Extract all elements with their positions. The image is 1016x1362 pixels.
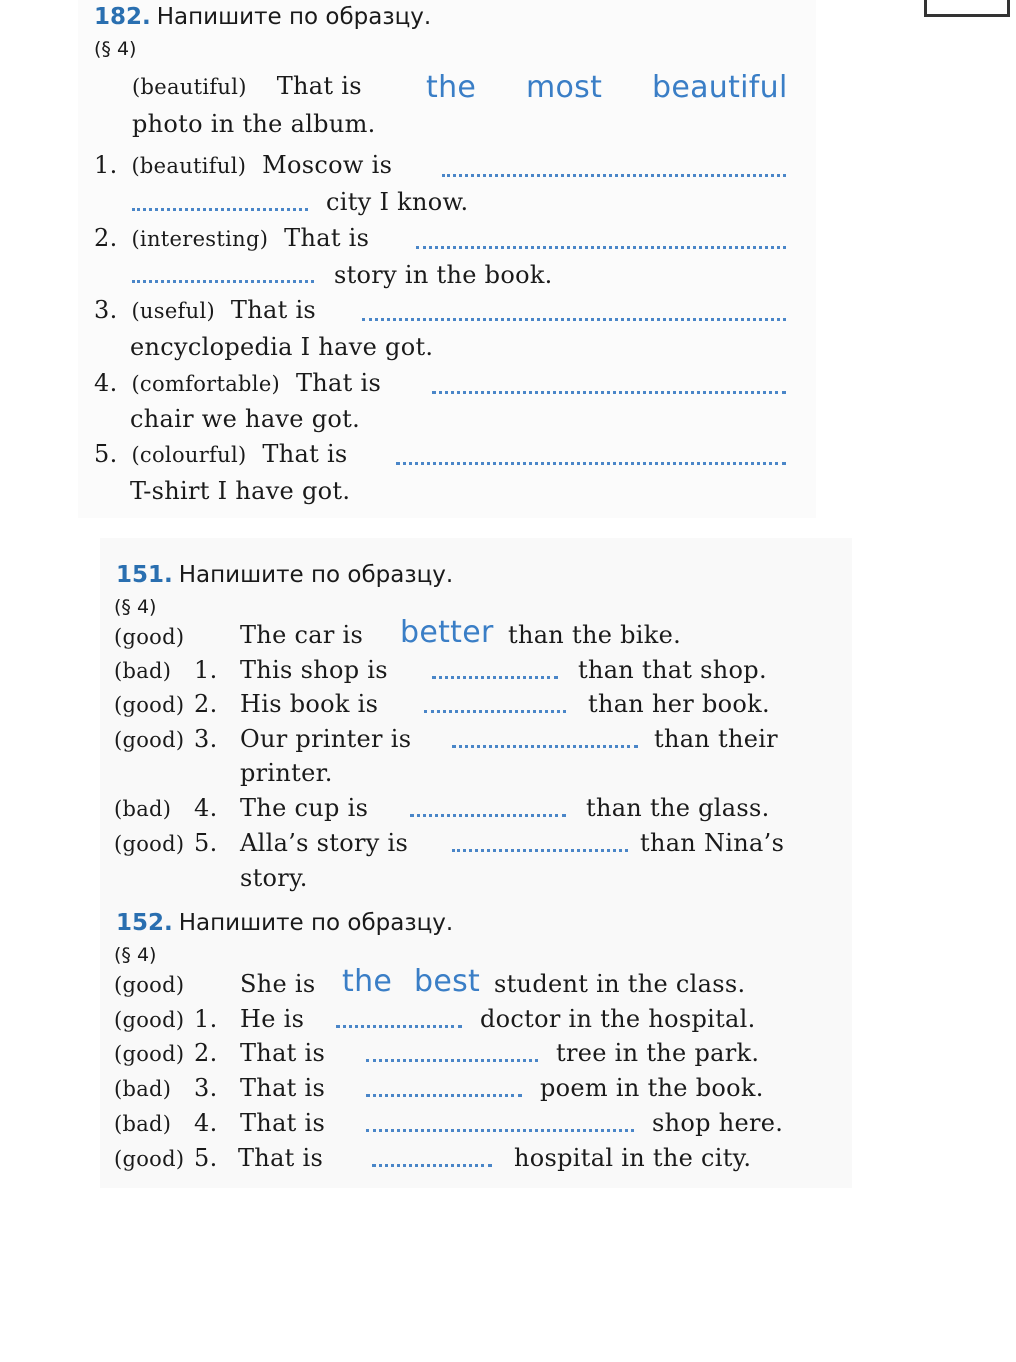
- hint: (good): [114, 1008, 185, 1032]
- answer-blank[interactable]: [366, 1129, 634, 1132]
- answer-blank[interactable]: [132, 280, 314, 283]
- sentence-start: Moscow is: [262, 151, 393, 179]
- sentence-end: shop here.: [652, 1109, 784, 1137]
- item-number: 1.: [94, 151, 118, 179]
- answer-blank[interactable]: [366, 1059, 538, 1062]
- exercise-title: Напишите по образцу.: [178, 562, 454, 588]
- exercise-182-heading: [94, 4, 431, 30]
- sentence-start: His book is: [240, 690, 379, 718]
- sentence-end: doctor in the hospital.: [480, 1005, 756, 1033]
- sentence-end: city I know.: [326, 188, 469, 216]
- item-number: 4.: [194, 1109, 218, 1137]
- sentence-start: The cup is: [240, 794, 369, 822]
- sentence-end: student in the class.: [494, 970, 746, 998]
- exercise-title: Напишите по образцу.: [156, 4, 432, 30]
- sentence-start: That is: [240, 1109, 326, 1137]
- sentence-start: That is: [284, 224, 370, 252]
- sentence-end: than her book.: [588, 690, 770, 718]
- answer-blank[interactable]: [442, 174, 786, 177]
- hint: (useful): [131, 299, 215, 323]
- exercise-151-heading: [116, 562, 453, 588]
- item-number: 5.: [194, 1144, 218, 1172]
- hint: (bad): [114, 659, 172, 683]
- exercise-item: [94, 296, 316, 324]
- sentence-start: This shop is: [240, 656, 388, 684]
- answer-blank[interactable]: [336, 1025, 462, 1028]
- answer-blank[interactable]: [416, 246, 786, 249]
- item-number: 1.: [194, 656, 218, 684]
- answer-word: most: [526, 70, 603, 105]
- sentence-end: than that shop.: [578, 656, 767, 684]
- answer-word: beautiful: [652, 70, 788, 105]
- sentence-start: That is: [295, 369, 382, 397]
- sentence-start: The car is: [240, 621, 364, 649]
- sentence-start: He is: [240, 1005, 305, 1033]
- item-number: 5.: [94, 440, 118, 468]
- exercise-item: [94, 369, 381, 397]
- paragraph-ref: (§ 4): [94, 38, 137, 60]
- answer-blank[interactable]: [424, 710, 566, 713]
- hint: (beautiful): [131, 154, 247, 178]
- sentence-end: than Nina’s: [640, 829, 785, 857]
- example-line: [114, 622, 184, 650]
- sentence-start: That is: [240, 1074, 326, 1102]
- hint: (good): [114, 728, 185, 752]
- answer-blank[interactable]: [452, 849, 628, 852]
- item-number: 3.: [94, 296, 118, 324]
- answer-blank[interactable]: [396, 462, 786, 465]
- exercise-item: [94, 151, 392, 179]
- hint: (bad): [114, 1112, 172, 1136]
- exercise-item: [94, 224, 369, 252]
- sentence-end: than the bike.: [508, 621, 682, 649]
- hint: (interesting): [131, 227, 269, 251]
- exercise-title: Напишите по образцу.: [178, 910, 454, 936]
- answer-blank[interactable]: [410, 814, 566, 817]
- exercise-item: [94, 440, 348, 468]
- sentence-end: than their: [654, 725, 778, 753]
- hint: (good): [114, 1042, 185, 1066]
- corner-frame: [924, 0, 1010, 17]
- answer-blank[interactable]: [132, 208, 308, 211]
- sentence-start: That is: [276, 72, 362, 100]
- sentence-start: That is: [262, 440, 348, 468]
- sentence-end: tree in the park.: [556, 1039, 760, 1067]
- exercise-number: 152.: [116, 910, 173, 936]
- sentence-end: than the glass.: [586, 794, 770, 822]
- hint: (good): [114, 693, 185, 717]
- answer-blank[interactable]: [432, 676, 558, 679]
- item-number: 4.: [94, 369, 118, 397]
- item-number: 3.: [194, 725, 218, 753]
- sentence-start: That is: [240, 1039, 326, 1067]
- hint: (colourful): [131, 443, 247, 467]
- item-number: 2.: [94, 224, 118, 252]
- sentence-end: encyclopedia I have got.: [130, 333, 434, 361]
- sentence-end: story in the book.: [334, 261, 553, 289]
- answer-blank[interactable]: [362, 318, 786, 321]
- hint: (good): [114, 1147, 185, 1171]
- sentence-end: photo in the album.: [132, 110, 376, 138]
- answer-word: best: [414, 964, 481, 999]
- hint: (bad): [114, 1077, 172, 1101]
- item-number: 1.: [194, 1005, 218, 1033]
- sentence-continuation: story.: [240, 864, 308, 892]
- item-number: 2.: [194, 1039, 218, 1067]
- item-number: 2.: [194, 690, 218, 718]
- sentence-start: She is: [240, 970, 316, 998]
- item-number: 5.: [194, 829, 218, 857]
- sentence-continuation: printer.: [240, 759, 333, 787]
- paragraph-ref: (§ 4): [114, 944, 157, 966]
- example-line: [132, 72, 362, 100]
- exercise-152-heading: [116, 910, 453, 936]
- hint: (good): [114, 832, 185, 856]
- answer-blank[interactable]: [372, 1164, 492, 1167]
- hint: (bad): [114, 797, 172, 821]
- sentence-start: That is: [230, 296, 317, 324]
- answer-word: the: [342, 964, 393, 999]
- answer-blank[interactable]: [452, 745, 638, 748]
- item-number: 4.: [194, 794, 218, 822]
- answer-blank[interactable]: [366, 1094, 522, 1097]
- hint: (good): [114, 625, 185, 649]
- answer-word: better: [400, 615, 494, 650]
- sentence-end: poem in the book.: [540, 1074, 764, 1102]
- hint: (good): [114, 973, 185, 997]
- exercise-number: 182.: [94, 4, 151, 30]
- answer-blank[interactable]: [432, 391, 786, 394]
- sentence-start: That is: [238, 1144, 324, 1172]
- hint: (beautiful): [132, 75, 247, 99]
- item-number: 3.: [194, 1074, 218, 1102]
- sentence-end: T-shirt I have got.: [130, 477, 351, 505]
- sentence-start: Our printer is: [240, 725, 412, 753]
- exercise-number: 151.: [116, 562, 173, 588]
- hint: (comfortable): [131, 372, 281, 396]
- sentence-end: hospital in the city.: [514, 1144, 752, 1172]
- paragraph-ref: (§ 4): [114, 596, 157, 618]
- sentence-end: chair we have got.: [130, 405, 361, 433]
- sentence-start: Alla’s story is: [240, 829, 409, 857]
- answer-word: the: [426, 70, 477, 105]
